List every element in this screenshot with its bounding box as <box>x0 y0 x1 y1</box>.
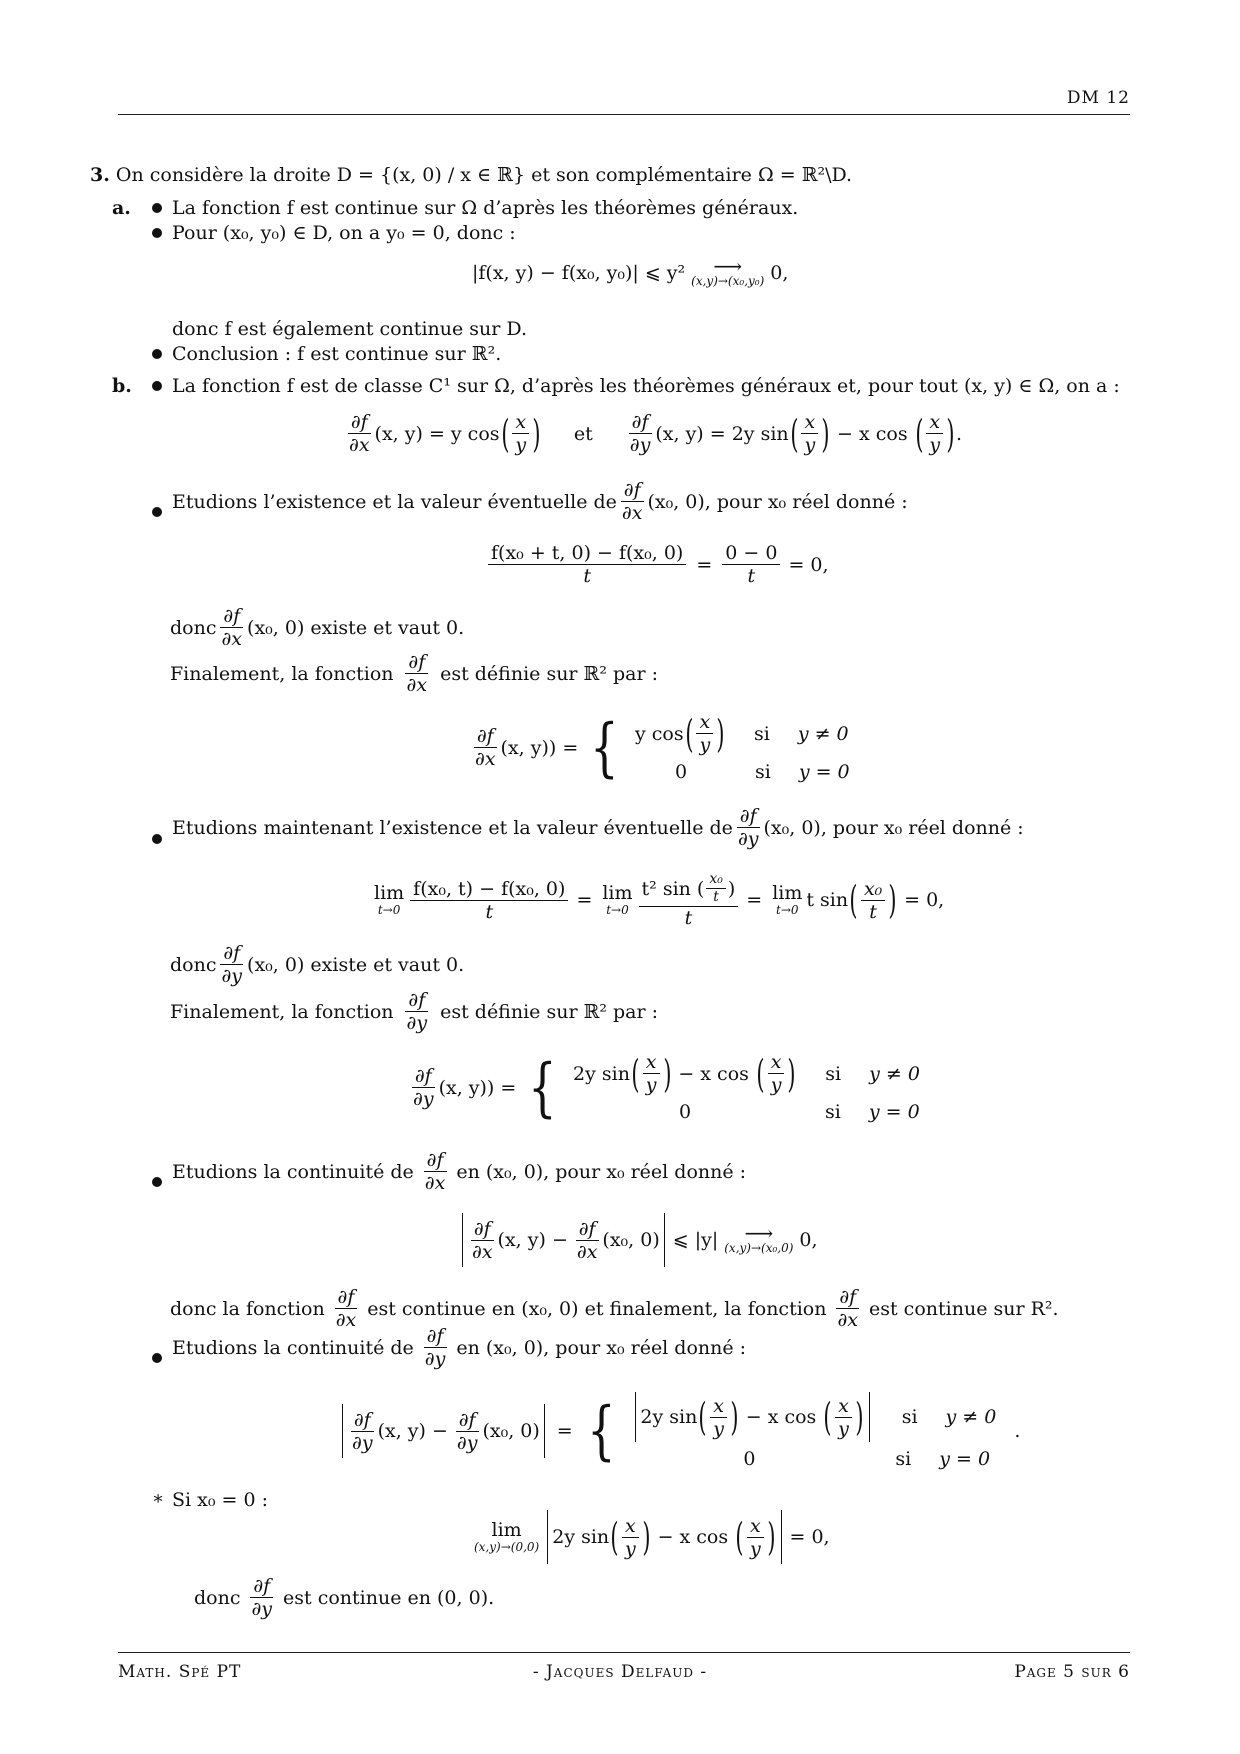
b4-donc: donc la fonction $\frac{\partial f}{\partial x}$ est continue en (x₀, 0) et finalement, la fonction $\frac{\partial f}{\partial x}$ est continue sur R². <box>170 1286 1059 1331</box>
b2-donc: donc $\frac{\partial f}{\partial x}$ (x₀, 0) existe et vaut 0. <box>170 605 465 650</box>
bullet <box>152 349 162 359</box>
bullet <box>152 1177 162 1187</box>
a-item-3: donc f est également continue sur D. <box>172 318 527 340</box>
bullet <box>152 507 162 517</box>
b3-finalement: Finalement, la fonction $\frac{\partial f}{\partial y}$ est définie sur ℝ² par : <box>170 989 659 1034</box>
a-item-1: La fonction f est continue sur Ω d’après les théorèmes généraux. <box>172 197 799 219</box>
continuity-dfdx: $\frac{\partial f}{\partial x}$ (x, y) − $\frac{\partial f}{\partial x}$ (x₀, 0) ⩽ |y| ⟶ (x,y)→(x₀,0) 0, <box>458 1213 818 1267</box>
b2-finalement: Finalement, la fonction $\frac{\partial f}{\partial x}$ est définie sur ℝ² par : <box>170 651 659 696</box>
a-item-2: Pour (x₀, y₀) ∈ D, on a y₀ = 0, donc : <box>172 222 516 244</box>
case-x0-zero: Si x₀ = 0 : <box>172 1489 268 1511</box>
header-label: DM 12 <box>1066 88 1130 108</box>
b-item-5: Etudions la continuité de $\frac{\partial f}{\partial y}$ en (x₀, 0), pour x₀ réel donné : <box>172 1325 747 1370</box>
dfdy-piecewise: $\frac{\partial f}{\partial y}$ (x, y)) = { 2y sin ( $\frac{x}{y}$ ) − x cos ( $\frac{x}{y}$ ) si y ≠ 0 0 si y = 0 <box>413 1050 920 1125</box>
footer-rule <box>118 1652 1130 1653</box>
footer-center: - Jacques Delfaud - <box>532 1662 708 1682</box>
a-formula <box>472 254 789 288</box>
question-number: 3. <box>90 164 110 186</box>
a-formula-text: |f(x, y) − f(x₀, y₀)| ⩽ y² <box>472 262 686 284</box>
question-intro: On considère la droite D = {(x, 0) / x ∈ ℝ} et son complémentaire Ω = ℝ²\D. <box>115 164 853 186</box>
footer-page-number: Page 5 sur 6 <box>1014 1662 1130 1682</box>
b6-donc: donc $\frac{\partial f}{\partial y}$ est continue en (0, 0). <box>194 1575 495 1620</box>
bullet <box>152 381 162 391</box>
limit-arrow: ⟶ (x,y)→(x₀,y₀) <box>691 254 765 288</box>
b-item-2: Etudions l’existence et la valeur éventuelle de $\frac{\partial f}{\partial x}$ (x₀, 0), pour x₀ réel donné : <box>172 479 908 524</box>
star-marker: ∗ <box>152 1488 165 1509</box>
dfdx-piecewise: $\frac{\partial f}{\partial x}$ (x, y)) = { y cos ( $\frac{x}{y}$ ) si y ≠ 0 0 si y = 0 <box>475 710 850 785</box>
bullet <box>152 203 162 213</box>
bullet <box>152 1353 162 1363</box>
bullet <box>152 834 162 844</box>
partial-derivatives-formula: $\frac{\partial f}{\partial x}$ (x, y) = y cos ( $\frac{x}{y}$ ) et $\frac{\partial f}{\partial y}$ (x, y) = 2y sin ( $\frac{x}{y}$ ) − x cos ( $\frac{x}{y}$ ) . <box>349 411 963 456</box>
a-formula-end: 0, <box>770 262 789 284</box>
b-item-1: La fonction f est de classe C¹ sur Ω, d’après les théorèmes généraux et, pour tout (x, y) ∈ Ω, on a : <box>172 375 1120 397</box>
bullet <box>152 228 162 238</box>
limit-origin: lim (x,y)→(0,0) 2y sin ( $\frac{x}{y}$ ) − x cos ( $\frac{x}{y}$ ) = 0, <box>470 1510 830 1564</box>
b-item-4: Etudions la continuité de $\frac{\partial f}{\partial x}$ en (x₀, 0), pour x₀ réel donné : <box>172 1149 747 1194</box>
b-item-3: Etudions maintenant l’existence et la valeur éventuelle de $\frac{\partial f}{\partial y}$ (x₀, 0), pour x₀ réel donné : <box>172 805 1024 850</box>
part-b-label: b. <box>112 375 132 397</box>
part-a-label: a. <box>112 197 131 219</box>
difference-quotient-x: $\frac{\text{f(x₀ + t, 0) − f(x₀, 0)}}{t}$ = $\frac{0 - 0}{t}$ = 0, <box>486 543 829 586</box>
question-3 <box>90 163 852 187</box>
b3-donc: donc $\frac{\partial f}{\partial y}$ (x₀, 0) existe et vaut 0. <box>170 942 465 987</box>
continuity-dfdy: $\frac{\partial f}{\partial y}$ (x, y) − $\frac{\partial f}{\partial y}$ (x₀, 0) = { 2y sin ( $\frac{x}{y}$ ) − x cos ( $\frac{x}{y}$ ) si y ≠ 0 0 si y = 0 . <box>338 1392 1020 1470</box>
footer-left: Math. Spé PT <box>118 1662 242 1682</box>
header-rule <box>118 114 1130 115</box>
a-item-4: Conclusion : f est continue sur ℝ². <box>172 343 502 365</box>
limit-dfdy: lim t→0 $\frac{\text{f(x₀, t) − f(x₀, 0)}}{t}$ = lim t→0 t² sin ( $\frac{\text{x₀}}{t}$ ) t = lim t→0 t sin ( $\frac{\text{x₀}}{t}$ ) = 0, <box>374 871 945 929</box>
